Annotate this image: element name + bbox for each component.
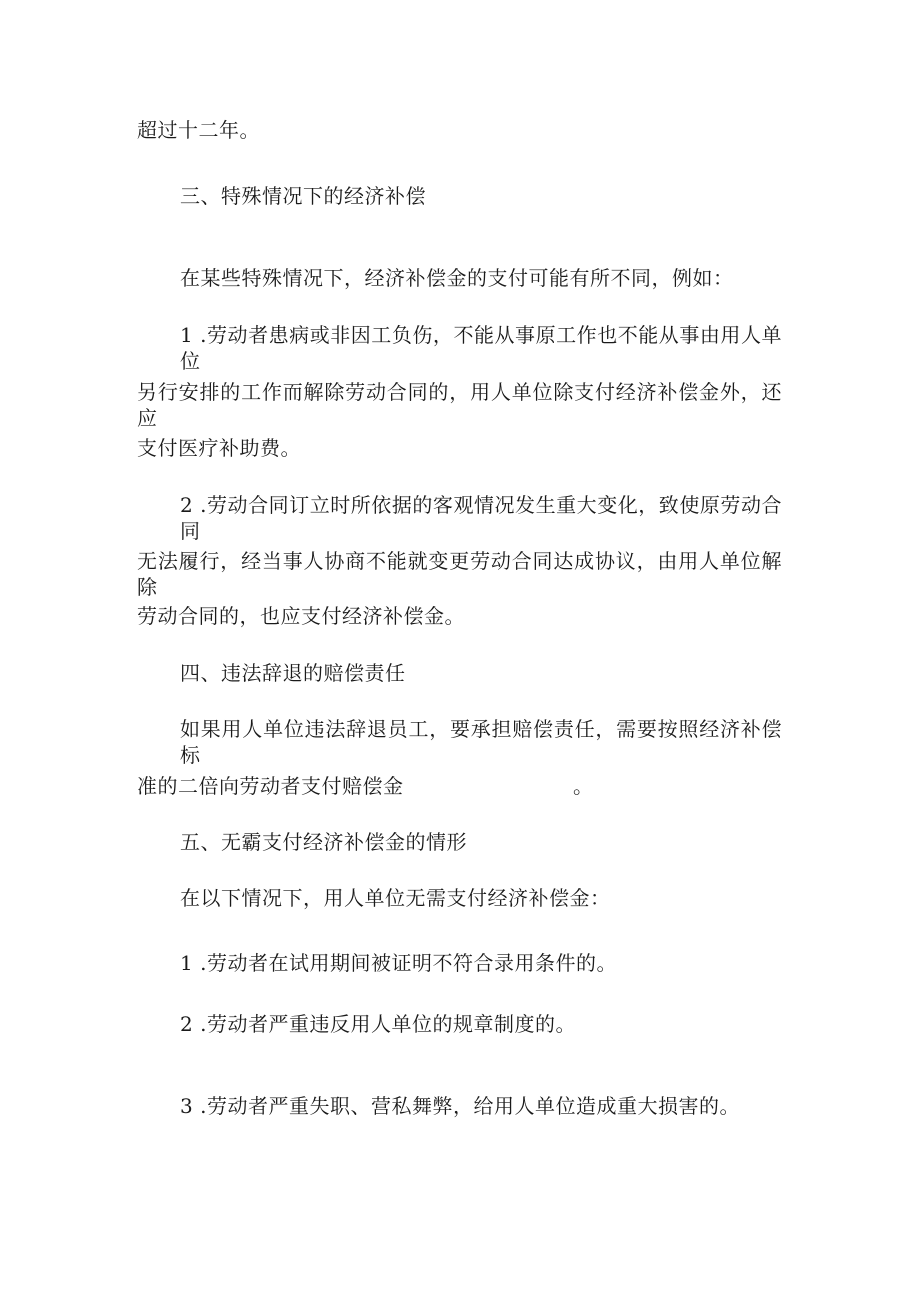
- paragraph-line: 在某些特殊情况下，经济补偿金的支付可能有所不同，例如：: [180, 266, 734, 290]
- paragraph-line: 超过十二年。: [137, 118, 260, 142]
- section-heading: 四、违法辞退的赔偿责任: [180, 661, 406, 685]
- paragraph-line: 在以下情况下，用人单位无需支付经济补偿金：: [180, 886, 611, 910]
- list-item: 3 .劳动者严重失职、营私舞弊，给用人单位造成重大损害的。: [180, 1094, 740, 1118]
- paragraph-line: 准的二倍向劳动者支付赔偿金: [137, 774, 404, 798]
- paragraph-line: 支付医疗补助费。: [137, 436, 301, 460]
- paragraph-line: 如果用人单位违法辞退员工，要承担赔偿责任，需要按照经济补偿标: [180, 717, 782, 767]
- paragraph-line: 另行安排的工作而解除劳动合同的，用人单位除支付经济补偿金外，还应: [137, 380, 782, 430]
- list-item: 2 .劳动者严重违反用人单位的规章制度的。: [180, 1012, 576, 1036]
- section-heading: 三、特殊情况下的经济补偿: [180, 184, 426, 208]
- paragraph-line: 劳动合同的，也应支付经济补偿金。: [137, 604, 465, 628]
- section-heading: 五、无霸支付经济补偿金的情形: [180, 830, 467, 854]
- paragraph-line-end: 。: [573, 774, 594, 798]
- list-item: 2 .劳动合同订立时所依据的客观情况发生重大变化，致使原劳动合同: [180, 493, 782, 543]
- list-item: 1 .劳动者在试用期间被证明不符合录用条件的。: [180, 951, 617, 975]
- list-item: 1 .劳动者患病或非因工负伤，不能从事原工作也不能从事由用人单位: [180, 323, 782, 373]
- paragraph-line: 无法履行，经当事人协商不能就变更劳动合同达成协议，由用人单位解除: [137, 549, 782, 599]
